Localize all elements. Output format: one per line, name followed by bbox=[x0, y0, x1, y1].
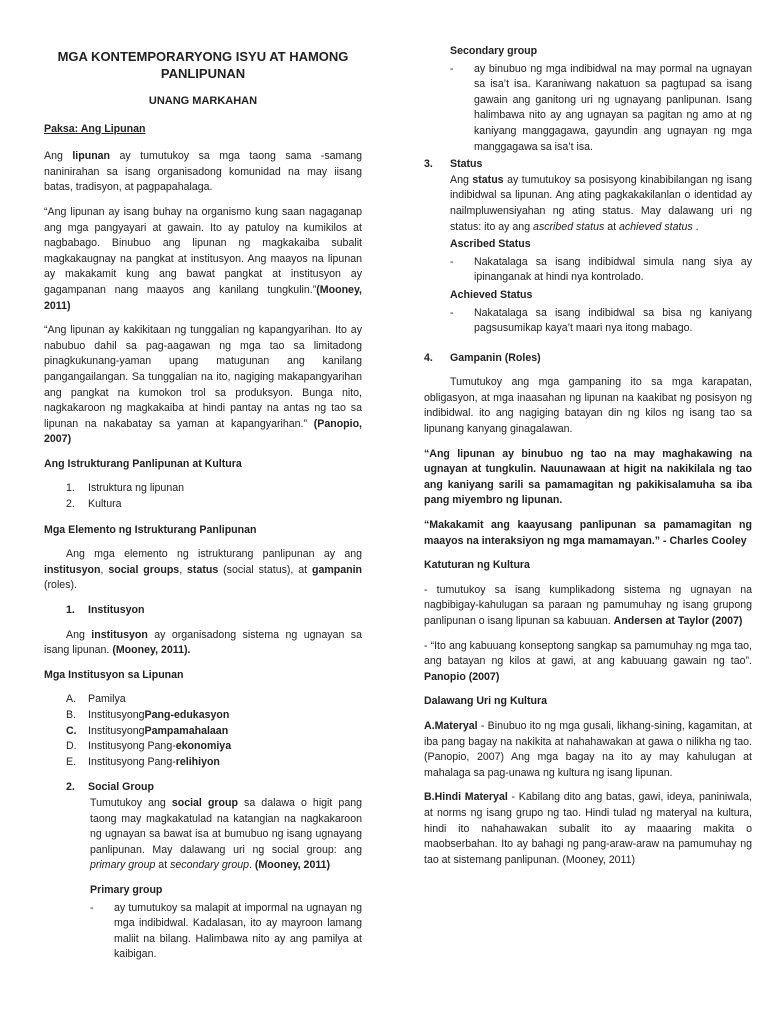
heading-ascribed-status: Ascribed Status bbox=[450, 238, 531, 251]
paragraph-hindi-materyal: B.Hindi Materyal - Kabilang dito ang batas, gawi, ideya, paniniwala, at norms ng isang grupo ng tao. Hindi tulad ng materyal na kultura, hindi ito nahahawakan subalit ito ay maaaring makita o maobserbahan. Ito ay bahagi ng pang-araw-araw na pamumuhay ng tao at sistemang panlipunan. (Mooney, 2011) bbox=[424, 791, 752, 866]
page-subtitle: UNANG MARKAHAN bbox=[148, 95, 258, 107]
paragraph-katuturan-panopio: - “Ito ang kabuuang konseptong sangkap sa pamumuhay ng mga tao, ang batayan ng kilos at gawi, at ang kabuuang gawain ng tao”. Panopio (2007) bbox=[424, 639, 752, 683]
heading-uri-kultura: Dalawang Uri ng Kultura bbox=[424, 695, 548, 708]
list-item: 2. Kultura bbox=[66, 498, 122, 511]
istruktura-list bbox=[44, 481, 362, 512]
quote-cooley: “Makakamit ang kaayusang panlipunan sa pamamagitan ng maayos na interaksiyon ng mga mamamayan.” - Charles Cooley bbox=[424, 519, 752, 547]
list-item: D. Institusyong Pang- ekonomiya bbox=[66, 740, 232, 753]
heading-status: 3. Status bbox=[424, 158, 483, 171]
heading-elemento: Mga Elemento ng Istrukturang Panlipunan bbox=[44, 523, 257, 536]
list-item: 1. Istruktura ng lipunan bbox=[66, 482, 184, 495]
list-item: E. Institusyong Pang- relihiyon bbox=[66, 755, 220, 768]
paragraph-social-group: Tumutukoy ang social group sa dalawa o higit pang taong may magkakatulad na katangian na nagkakaroon ng ugnayan sa bawat isa at bumubuo ng isang ugnayang panlipunan. May dalawang uri ng social group: ang primary group at secondary group. (Mooney, 2011) bbox=[90, 796, 363, 872]
paragraph-materyal: A.Materyal - Binubuo ito ng mga gusali, likhang-sining, kagamitan, at iba pang bagay na nakikita at nahahawakan at gawa o nilikha ng tao. (Panopio, 2007) Ang mga bagay na ito ay may kahulugan at mahalaga sa pag-unawa ng kultura ng isang lipunan. bbox=[424, 719, 752, 779]
heading-institusyon: 1. Institusyon bbox=[66, 604, 145, 617]
heading-secondary-group: Secondary group bbox=[450, 45, 538, 57]
right-column bbox=[424, 44, 752, 877]
list-item: A. Pamilya bbox=[66, 693, 126, 706]
heading-katuturan: Katuturan ng Kultura bbox=[424, 559, 530, 572]
heading-gampanin: 4. Gampanin (Roles) bbox=[424, 351, 541, 364]
heading-primary-group: Primary group bbox=[90, 883, 163, 896]
institusyon-list bbox=[44, 692, 362, 770]
heading-social-group: 2. Social Group bbox=[66, 781, 154, 794]
paragraph-elemento: Ang mga elemento ng istrukturang panlipunan ay ang institusyon, social groups, status (social status), at gampanin (roles). bbox=[44, 548, 363, 592]
paragraph-gampanin: Tumutukoy ang mga gampaning ito sa mga karapatan, obligasyon, at mga inaasahan ng lipunan na kaakibat ng posisyon ng indibidwal. ito ang nagiging batayan din ng kilos ng isang tao sa lipunang kanyang ginagalawan. bbox=[424, 376, 752, 436]
paragraph-katuturan-andersen: - tumutukoy sa isang kumplikadong sistema ng ugnayan na nagbibigay-kahulugan sa paraan ng pamumuhay ng isang grupong panlipunan o isang lipunan sa kabuuan. Andersen at Taylor (2007) bbox=[424, 583, 752, 627]
paragraph-panopio-quote: “Ang lipunan ay kakikitaan ng tunggalian ng kapangyarihan. Ito ay nabubuo dahil sa pag-aagawan ng mga tao sa limitadong pinagkukunang-yaman upang matugunan ang kanilang pangangailangan. Sa tunggalian na ito, nagiging makapangyarihan ang pangkat na kumokon trol sa produksyon. Bunga nito, nagkakaroon ng magkakaiba at hindi pantay na antas ng tao sa lipunan na nakabatay sa yaman at kapangyarihan.” (Panopio, 2007) bbox=[44, 324, 363, 446]
heading-achieved-status: Achieved Status bbox=[450, 288, 533, 301]
quote-lipunan: “Ang lipunan ay binubuo ng tao na may maghakawing na ugnayan at tungkulin. Nauunawaan at higit na nakikilala ng tao ang kaniyang sarili sa pamamagitan ng pakikisalamuha sa iba pang miyembro ng lipunan. bbox=[424, 447, 752, 507]
paragraph-mooney-quote: “Ang lipunan ay isang buhay na organismo kung saan nagaganap ang mga pangyayari at gawain. Ito ay patuloy na kumikilos at nagbabago. Binubuo ang lipunan ng magkakaiba subalit magkakaugnay na pangkat at institusyon. Ang maayos na lipunan ay makakamit kung ang bawat pangkat at institusyon ay gagampanan nang maayos ang kanilang tungkulin.”(Mooney, 2011) bbox=[44, 205, 362, 312]
heading-institusyon-list: Mga Institusyon sa Lipunan bbox=[44, 668, 184, 681]
list-item: C. Institusyong Pampamahalaan bbox=[66, 724, 229, 737]
list-item: B. Institusyong Pang-edukasyon bbox=[66, 709, 230, 721]
heading-istruktura: Ang Istrukturang Panlipunan at Kultura bbox=[44, 457, 242, 470]
topic-heading: Paksa: Ang Lipunan bbox=[44, 122, 146, 135]
paragraph-lipunan-definition: Ang lipunan ay tumutukoy sa mga taong sama -samang naninirahan sa isang organisadong komunidad na may iisang batas, tradisyon, at pagpapahalaga. bbox=[44, 150, 363, 194]
secondary-group-item: - ay binubuo ng mga indibidwal na may pormal na ugnayan sa isa’t isa. Karaniwang nakatuon sa pagtupad sa isang gawain ang ganitong uri ng ugnayang panlipunan. Isang halimbawa nito ay ang ugnayan sa pagitan ng amo at ng kaniyang manggagawa, gayundin ang ugnayan ng mga manggagawa sa isa’t isa. bbox=[450, 62, 752, 153]
primary-group-item: - ay tumutukoy sa malapit at impormal na ugnayan ng mga indibidwal. Kadalasan, ito ay mayroon lamang maliit na bilang. Halimbawa nito ay ang pamilya at kaibigan. bbox=[90, 901, 362, 961]
page-title: MGA KONTEMPORARYONG ISYU AT HAMONG PANLIPUNAN bbox=[57, 49, 349, 81]
ascribed-status-item: - Nakatalaga sa isang indibidwal simula nang siya ay ipinanganak at hindi nya kontrolado. bbox=[450, 255, 752, 284]
paragraph-status: Ang status ay tumutukoy sa posisyong kinabibilangan ng isang indibidwal sa lipunan. Ang ating pagkakakilanlan o identidad ay nailmpluwensiyahan ng ating status. May dalawang uri ng status: ito ay ang ascribed status at achieved status . bbox=[450, 173, 752, 233]
achieved-status-item: - Nakatalaga sa isang indibidwal sa bisa ng kaniyang pagsusumikap kaya’t maari nya itong mabago. bbox=[450, 306, 752, 335]
paragraph-institusyon: Ang institusyon ay organisadong sistema ng ugnayan sa isang lipunan. (Mooney, 2011). bbox=[44, 628, 362, 657]
left-column bbox=[44, 38, 362, 963]
